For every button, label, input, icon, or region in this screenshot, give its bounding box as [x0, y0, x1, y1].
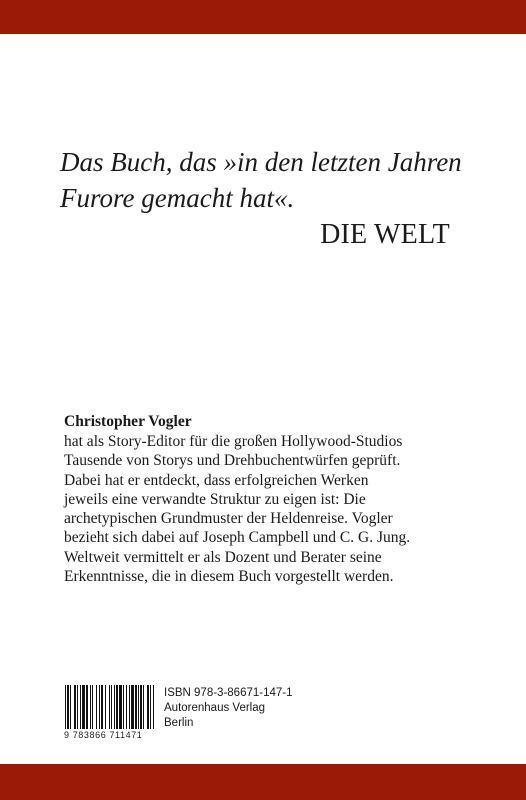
barcode-bar	[109, 685, 110, 729]
bio-line: Dabei hat er entdeckt, dass erfolgreichen Werken	[64, 471, 369, 489]
publisher-info	[164, 686, 293, 731]
barcode-bar	[96, 685, 97, 729]
bio-line: Weltweit vermittelt er als Dozent und Berater seine	[64, 548, 382, 566]
author-block	[64, 412, 484, 586]
bio-line: hat als Story-Editor für die großen Hollywood-Studios	[64, 433, 403, 450]
quote-line: Furore gemacht hat«.	[60, 183, 295, 213]
bio-line: Tausende von Storys und Drehbuchentwürfen geprüft.	[64, 452, 401, 470]
barcode-bar	[131, 685, 134, 729]
barcode-bar	[126, 685, 127, 729]
barcode-bar	[147, 685, 149, 729]
author-bio	[64, 432, 484, 586]
barcode-bar	[135, 685, 137, 729]
barcode-bar	[65, 685, 66, 729]
barcode-bar	[80, 685, 81, 729]
barcode-bar	[119, 685, 122, 729]
barcode-bar	[129, 685, 130, 729]
bio-line: bezieht sich dabei auf Joseph Campbell und C. G. Jung.	[64, 529, 411, 547]
barcode-bar	[138, 685, 139, 729]
quote-source: DIE WELT	[320, 219, 450, 250]
barcode-bar	[101, 685, 103, 729]
barcode-digits: 9 783866 711471	[64, 730, 143, 740]
barcode-bar	[77, 685, 78, 729]
barcode-bar	[153, 685, 154, 729]
barcode-bar	[92, 685, 93, 729]
barcode-bar	[116, 685, 118, 729]
isbn-text: ISBN 978-3-86671-147-1	[164, 687, 293, 699]
barcode-bar	[70, 685, 71, 729]
barcode-bar	[74, 685, 76, 729]
barcode-bar	[67, 685, 69, 729]
barcode-bar	[111, 685, 112, 729]
author-name: Christopher Vogler	[64, 413, 192, 430]
barcode-bar	[90, 685, 91, 729]
barcode-bar	[105, 685, 106, 729]
publisher-city: Berlin	[164, 717, 194, 729]
barcode-bar	[123, 685, 124, 729]
barcode-bar	[143, 685, 144, 729]
barcode-bar	[86, 685, 88, 729]
bio-line: jeweils eine verwandte Struktur zu eigen ist: Die	[64, 490, 366, 508]
bottom-color-band	[0, 764, 526, 800]
barcode-bar	[150, 685, 151, 729]
bio-line: archetypischen Grundmuster der Heldenreise. Vogler	[64, 510, 393, 528]
quote-line: Das Buch, das »in den letzten Jahren	[60, 147, 462, 177]
isbn-barcode	[64, 685, 156, 741]
review-quote	[60, 144, 480, 216]
bio-line: Erkenntnisse, die in diesem Buch vorgestellt werden.	[64, 568, 394, 586]
barcode-bar	[140, 685, 142, 729]
barcode-bar	[82, 685, 85, 729]
barcode-bar	[99, 685, 100, 729]
top-color-band	[0, 0, 526, 34]
barcode-bars	[64, 685, 156, 729]
publisher-name: Autorenhaus Verlag	[164, 702, 266, 714]
barcode-bar	[114, 685, 115, 729]
